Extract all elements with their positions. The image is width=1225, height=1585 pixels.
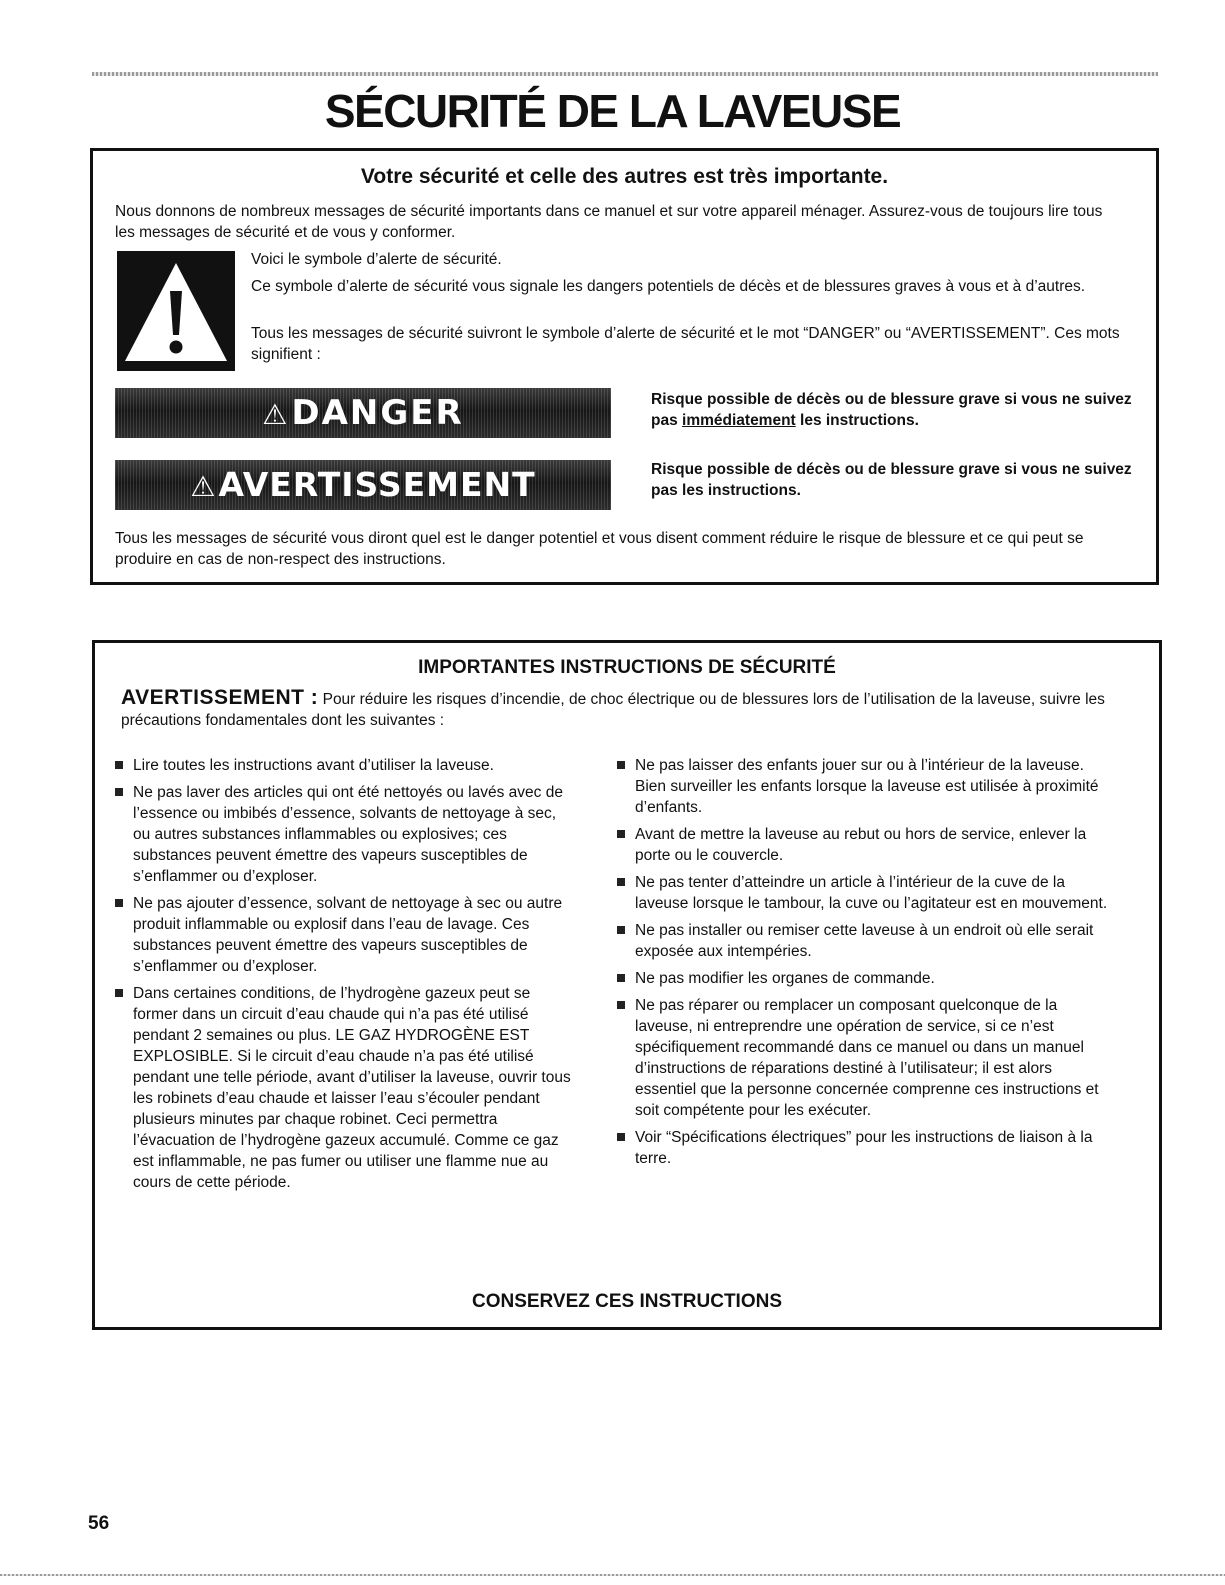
- list-item-text: Ne pas modifier les organes de commande.: [635, 970, 935, 987]
- warning-label: AVERTISSEMENT: [218, 465, 536, 504]
- danger-desc-after: les instructions.: [795, 412, 919, 429]
- list-item-text: Ne pas réparer ou remplacer un composant quelconque de la laveuse, ni entreprendre une opération de service, si ce n’est spécifiquement recommandé dans ce manuel ou dans un manuel d’instructions de réparations destiné à l’utilisateur; il est alors essentiel que la personne concernée comprenne ces instructions et soit compétente pour les exécuter.: [635, 997, 1099, 1119]
- warning-signal-bar: [115, 460, 611, 510]
- page-title: SÉCURITÉ DE LA LAVEUSE: [324, 85, 901, 137]
- symbol-line-2: Ce symbole d’alerte de sécurité vous signale les dangers potentiels de décès et de blessures graves à vous et à d’autres.: [251, 278, 1086, 295]
- bullet-square-icon: [115, 761, 123, 769]
- bullet-square-icon: [617, 926, 625, 934]
- safety-intro: Nous donnons de nombreux messages de sécurité importants dans ce manuel et sur votre appareil ménager. Assurez-vous de toujours lire tous les messages de sécurité et de vous y conformer.: [115, 203, 1103, 241]
- list-item-text: Ne pas laisser des enfants jouer sur ou à l’intérieur de la laveuse. Bien surveiller les enfants lorsque la laveuse est utilisée à proximité d’enfants.: [635, 757, 1099, 816]
- list-item: [111, 893, 571, 977]
- list-item: [111, 755, 571, 776]
- warning-description: Risque possible de décès ou de blessure grave si vous ne suivez pas les instructions.: [651, 461, 1132, 499]
- bullet-square-icon: [115, 788, 123, 796]
- list-item-text: Ne pas ajouter d’essence, solvant de nettoyage à sec ou autre produit inflammable ou explosif dans l’eau de lavage. Ces substances peuvent émettre des vapeurs susceptibles de s’enflammer ou d’exploser.: [133, 895, 563, 975]
- top-divider: [92, 72, 1158, 76]
- danger-desc-before: Risque possible de décès ou de blessure grave si vous ne suivez pas: [651, 391, 1132, 429]
- safety-alert-icon: [117, 251, 235, 371]
- list-item: [111, 983, 571, 1193]
- danger-desc-emphasis: immédiatement: [682, 412, 796, 429]
- bullet-square-icon: [617, 878, 625, 886]
- bullet-square-icon: [617, 761, 625, 769]
- page-number: 56: [88, 1513, 110, 1534]
- symbol-line-3: Tous les messages de sécurité suivront le symbole d’alerte de sécurité et le mot “DANGER” ou “AVERTISSEMENT”. Ces mots signifient :: [251, 325, 1120, 363]
- bullet-square-icon: [115, 899, 123, 907]
- list-item: [613, 968, 1113, 989]
- list-item: [613, 872, 1113, 914]
- bullet-square-icon: [115, 989, 123, 997]
- danger-signal-bar: [115, 388, 611, 438]
- warning-word: AVERTISSEMENT :: [121, 686, 319, 709]
- list-item-text: Lire toutes les instructions avant d’utiliser la laveuse.: [133, 757, 494, 774]
- bullet-square-icon: [617, 974, 625, 982]
- list-item-text: Dans certaines conditions, de l’hydrogène gazeux peut se former dans un circuit d’eau chaude qui n’a pas été utilisé pendant 2 semaines ou plus. LE GAZ HYDROGÈNE EST EXPLOSIBLE. Si le circuit d’eau chaude n’a pas été utilisé pendant une telle période, avant d’utiliser la laveuse, ouvrir tous les robinets d’eau chaude et laisser l’eau s’écouler pendant plusieurs minutes par chaque robinet. Ceci permettra l’évacuation de l’hydrogène gazeux accumulé. Comme ce gaz est inflammable, ne pas fumer ou utiliser une flamme nue au cours de cette période.: [133, 985, 571, 1191]
- safety-box-heading: Votre sécurité et celle des autres est très importante.: [360, 165, 889, 188]
- right-instruction-list: [613, 755, 1113, 1175]
- list-item: [613, 824, 1113, 866]
- instructions-warning: [121, 687, 1121, 731]
- list-item-text: Ne pas installer ou remiser cette laveuse à un endroit où elle serait exposée aux intempéries.: [635, 922, 1094, 960]
- list-item-text: Ne pas laver des articles qui ont été nettoyés ou lavés avec de l’essence ou imbibés d’essence, solvants de nettoyage à sec, ou autres substances inflammables ou explosives; ces substances peuvent émettre des vapeurs susceptibles de s’enflammer ou d’exploser.: [133, 784, 563, 885]
- instructions-heading: IMPORTANTES INSTRUCTIONS DE SÉCURITÉ: [418, 657, 836, 678]
- left-instruction-list: [111, 755, 571, 1199]
- danger-label: DANGER: [291, 393, 464, 433]
- bullet-square-icon: [617, 830, 625, 838]
- list-item-text: Voir “Spécifications électriques” pour les instructions de liaison à la terre.: [635, 1129, 1093, 1167]
- instructions-box: [92, 640, 1162, 1330]
- bullet-square-icon: [617, 1133, 625, 1141]
- list-item: [111, 782, 571, 887]
- list-item-text: Avant de mettre la laveuse au rebut ou hors de service, enlever la porte ou le couvercle.: [635, 826, 1087, 864]
- list-item-text: Ne pas tenter d’atteindre un article à l’intérieur de la cuve de la laveuse lorsque le tambour, la cuve ou l’agitateur est en mouvement.: [635, 874, 1108, 912]
- save-instructions-footer: CONSERVEZ CES INSTRUCTIONS: [471, 1291, 783, 1312]
- warning-triangle-icon: ⚠: [262, 398, 290, 431]
- bullet-square-icon: [617, 1001, 625, 1009]
- safety-outro: Tous les messages de sécurité vous diront quel est le danger potentiel et vous disent comment réduire le risque de blessure et ce qui peut se produire en cas de non-respect des instructions.: [115, 530, 1084, 568]
- list-item: [613, 755, 1113, 818]
- safety-box: [90, 148, 1159, 585]
- symbol-line-1: Voici le symbole d’alerte de sécurité.: [251, 251, 502, 268]
- list-item: [613, 920, 1113, 962]
- warning-triangle-icon: ⚠: [190, 470, 217, 503]
- list-item: [613, 1127, 1113, 1169]
- list-item: [613, 995, 1113, 1121]
- warning-text: Pour réduire les risques d’incendie, de choc électrique ou de blessures lors de l’utilisation de la laveuse, suivre les précautions fondamentales dont les suivantes :: [121, 691, 1105, 729]
- danger-description: [651, 389, 1151, 431]
- bottom-divider: [0, 1574, 1225, 1576]
